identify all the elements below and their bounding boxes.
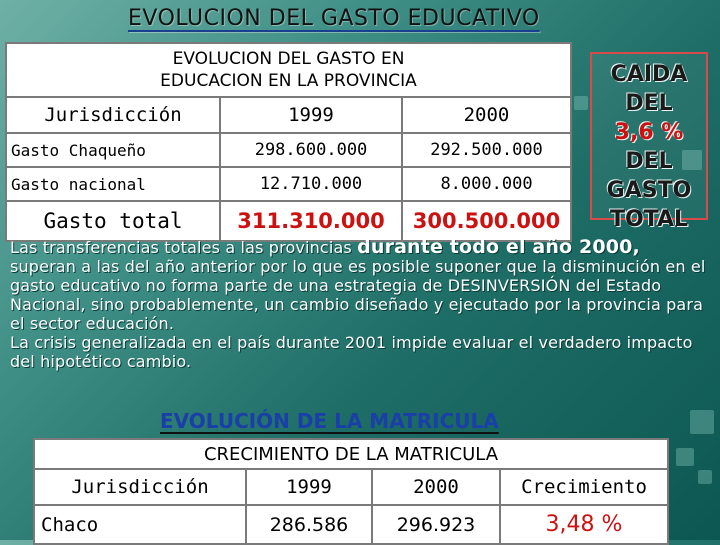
paragraph-text: La crisis generalizada en el país durante 2001 impide evaluar el verdadero impacto del hipotético cambio.: [10, 333, 693, 371]
explanation-paragraph: [10, 238, 710, 371]
gasto-table: [5, 42, 572, 242]
decor-square: [690, 410, 714, 434]
row-label: Gasto Chaqueño: [6, 133, 220, 167]
callout-percent: 3,6 %: [614, 120, 684, 145]
cell-2000: 296.923: [372, 505, 500, 544]
decor-square: [676, 448, 694, 466]
paragraph-emphasis: durante todo el año 2000,: [357, 236, 640, 258]
cell-1999: 12.710.000: [220, 167, 402, 201]
col-header-crecimiento: Crecimiento: [500, 469, 668, 505]
gasto-table-header-line1: EVOLUCION DEL GASTO EN: [172, 49, 405, 69]
paragraph-text: Las transferencias totales a las provincias: [10, 238, 358, 257]
gasto-table-header: [6, 43, 571, 97]
decor-square: [698, 470, 712, 484]
caida-callout: [590, 52, 708, 232]
table-row: [34, 505, 668, 544]
decor-square: [574, 96, 588, 110]
row-label: Chaco: [34, 505, 246, 544]
matricula-table-header: CRECIMIENTO DE LA MATRICULA: [34, 439, 668, 469]
gasto-table-header-line2: EDUCACION EN LA PROVINCIA: [160, 71, 417, 91]
cell-1999: 286.586: [246, 505, 372, 544]
row-label: Gasto nacional: [6, 167, 220, 201]
col-header-1999: 1999: [246, 469, 372, 505]
table-row: [6, 167, 571, 201]
callout-line: DEL: [625, 149, 673, 174]
col-header-1999: 1999: [220, 97, 402, 133]
section-title-matricula: EVOLUCIÓN DE LA MATRICULA: [160, 409, 499, 433]
matricula-table: [33, 438, 669, 545]
callout-line: TOTAL: [609, 207, 689, 232]
callout-line: CAIDA: [610, 62, 688, 87]
cell-2000: 292.500.000: [402, 133, 571, 167]
table-row: [6, 133, 571, 167]
col-header-2000: 2000: [372, 469, 500, 505]
col-header-jurisdiccion: Jurisdicción: [34, 469, 246, 505]
col-header-jurisdiccion: Jurisdicción: [6, 97, 220, 133]
total-2000: 300.500.000: [402, 201, 571, 241]
total-1999: 311.310.000: [220, 201, 402, 241]
callout-line: DEL: [625, 91, 673, 116]
col-header-2000: 2000: [402, 97, 571, 133]
cell-2000: 8.000.000: [402, 167, 571, 201]
page-title: EVOLUCION DEL GASTO EDUCATIVO: [128, 6, 540, 31]
cell-1999: 298.600.000: [220, 133, 402, 167]
cell-crecimiento: 3,48 %: [500, 505, 668, 544]
total-row: [6, 201, 571, 241]
paragraph-text: superan a las del año anterior por lo que es posible suponer que la disminución en el gasto educativo no forma parte de una estrategia de DESINVERSIÓN del Estado Nacional, sino probablemente, un cambio diseñado y ejecutado por la provincia para el sector educación.: [10, 257, 706, 333]
callout-line: GASTO: [606, 178, 692, 203]
total-label: Gasto total: [6, 201, 220, 241]
